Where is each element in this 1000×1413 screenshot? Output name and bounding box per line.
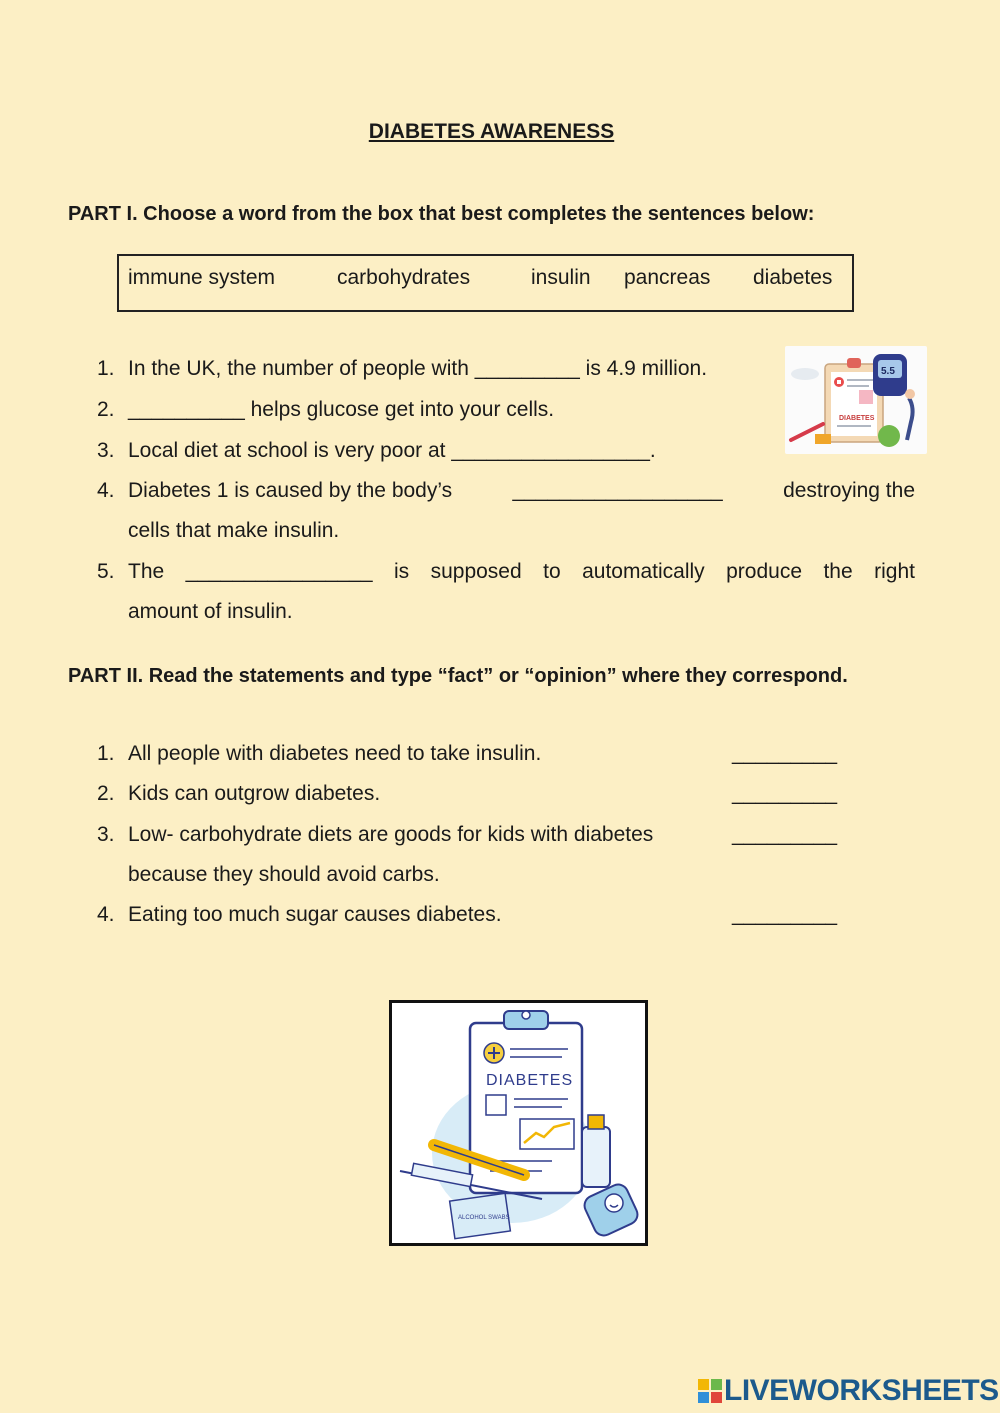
item-text-part: is [393, 560, 410, 583]
diabetes-supplies-illustration [389, 1000, 648, 1246]
word-box-item: diabetes [753, 266, 833, 289]
word-box-item: immune system [128, 266, 276, 289]
svg-text:5.5: 5.5 [881, 366, 895, 377]
svg-text:DIABETES: DIABETES [839, 415, 875, 422]
item-number: 5. [97, 560, 115, 583]
liveworksheets-logo: LIVEWORKSHEETS [724, 1374, 999, 1407]
item-text-part: produce [726, 560, 802, 583]
part1-heading: PART I. Choose a word from the box that best completes the sentences below: [68, 203, 815, 225]
item-number: 4. [97, 903, 115, 926]
word-box-item: pancreas [624, 266, 711, 289]
item-text-part: The [128, 560, 165, 583]
item-text-part: automatically [582, 560, 705, 583]
item-text-line [128, 560, 915, 584]
clipboard-syringe-icon [392, 1003, 645, 1243]
item-text: because they should avoid carbs. [128, 863, 440, 886]
svg-text:DIABETES: DIABETES [486, 1072, 574, 1089]
item-text: amount of insulin. [128, 600, 293, 623]
item-text-part: Diabetes 1 is caused by the body’s [128, 479, 453, 502]
item-text-part: right [874, 560, 915, 583]
item-text: All people with diabetes need to take insulin. [128, 742, 542, 765]
item-number: 3. [97, 439, 115, 462]
diabetes-clipboard-illustration [785, 346, 927, 454]
item-text-part: to [543, 560, 561, 583]
word-box-item: carbohydrates [337, 266, 471, 289]
item-text-part: destroying the [783, 479, 915, 502]
item-text: __________ helps glucose get into your cells. [128, 398, 555, 421]
answer-blank[interactable]: _________ [732, 823, 838, 846]
item-text: Local diet at school is very poor at _________________. [128, 439, 656, 462]
word-box [117, 254, 854, 312]
answer-blank[interactable]: _________ [732, 903, 838, 926]
item-text: cells that make insulin. [128, 519, 340, 542]
page-title: DIABETES AWARENESS [368, 120, 615, 143]
liveworksheets-logo-icon [698, 1379, 722, 1403]
item-number: 2. [97, 782, 115, 805]
item-number: 3. [97, 823, 115, 846]
item-text-line [128, 479, 915, 503]
answer-blank[interactable]: _________ [732, 782, 838, 805]
part2-heading: PART II. Read the statements and type “fact” or “opinion” where they correspond. [68, 665, 848, 687]
item-text: In the UK, the number of people with _________ is 4.9 million. [128, 357, 708, 380]
answer-blank[interactable]: _________ [732, 742, 838, 765]
item-text: Kids can outgrow diabetes. [128, 782, 381, 805]
svg-text:ALCOHOL SWABS: ALCOHOL SWABS [458, 1215, 510, 1221]
item-text-part: the [823, 560, 853, 583]
item-text-part: supposed [430, 560, 522, 583]
item-blank: ________________ [185, 560, 373, 583]
item-number: 1. [97, 357, 115, 380]
item-number: 4. [97, 479, 115, 502]
clipboard-meter-icon [785, 346, 927, 454]
item-number: 1. [97, 742, 115, 765]
item-text: Eating too much sugar causes diabetes. [128, 903, 502, 926]
item-blank: __________________ [512, 479, 723, 502]
word-box-item: insulin [531, 266, 591, 289]
item-number: 2. [97, 398, 115, 421]
item-text: Low- carbohydrate diets are goods for kids with diabetes [128, 823, 654, 846]
